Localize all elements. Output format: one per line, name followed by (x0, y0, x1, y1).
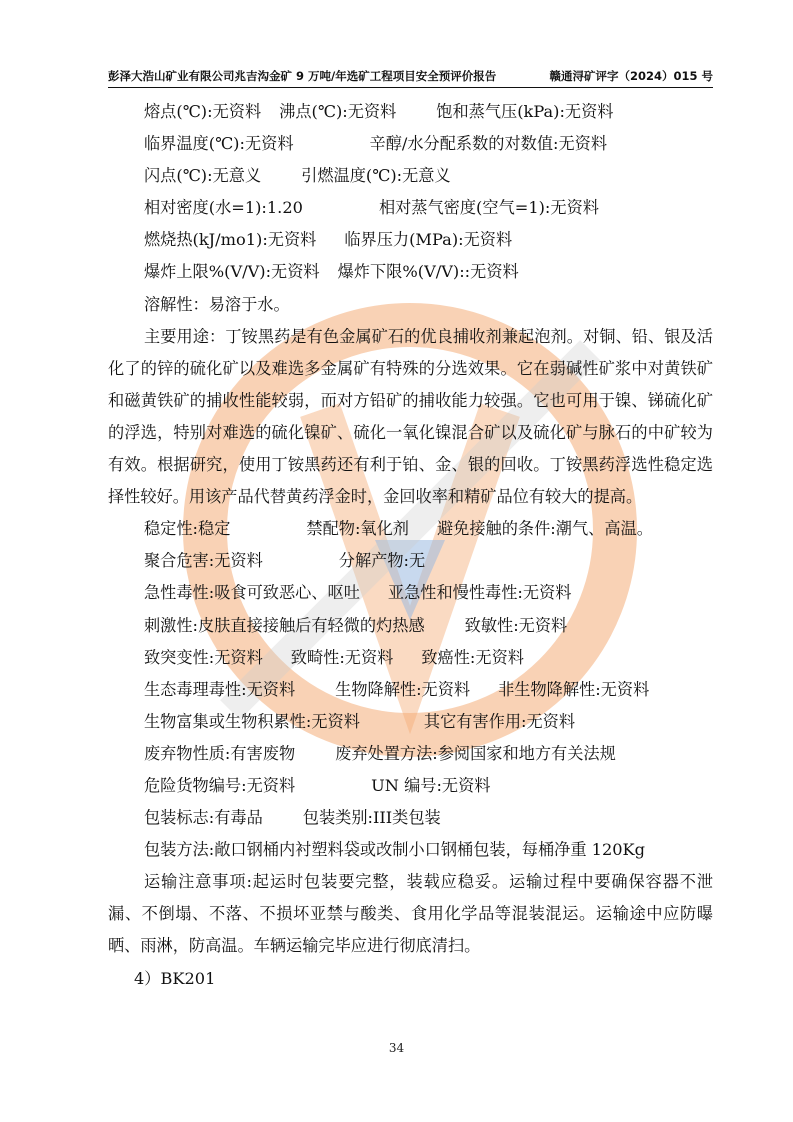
main-use-paragraph: 主要用途：丁铵黑药是有色金属矿石的优良捕收剂兼起泡剂。对铜、铅、银及活化了的锌的硫化矿以及难选多金属矿有特殊的分选效果。它在弱碱性矿浆中对黄铁矿和磁黄铁矿的捕收性能较弱，而对方铅矿的捕收能力较强。它也可用于镍、锑硫化矿的浮选，特别对难选的硫化镍矿、硫化一氧化镍混合矿以及硫化矿与脉石的中矿较为有效。根据研究，使用丁铵黑药还有利于铂、金、银的回收。丁铵黑药浮选性稳定选择性较好。用该产品代替黄药浮金时，金回收率和精矿品位有较大的提高。 (108, 326, 713, 507)
waste-nature: 废弃物性质:有害废物 (144, 743, 296, 763)
section-heading-bk201: 4）BK201 (134, 968, 216, 988)
solubility: 溶解性：易溶于水。 (144, 294, 290, 314)
critical-pressure: 临界压力(MPa):无资料 (344, 230, 513, 250)
bioaccumulation: 生物富集或生物积累性:无资料 (144, 711, 360, 731)
transport-row-2 (108, 802, 713, 834)
stability-row (108, 513, 713, 545)
prop-row-2 (108, 128, 713, 160)
conditions-to-avoid: 避免接触的条件:潮气、高温。 (437, 519, 653, 539)
acute-toxicity: 急性毒性:吸食可致恶心、呕吐 (144, 583, 360, 603)
eco-toxicity: 生态毒理毒性:无资料 (144, 679, 296, 699)
disposal-method: 废弃处置方法:参阅国家和地方有关法规 (335, 743, 616, 763)
explosion-upper-limit: 爆炸上限%(V/V):无资料 (144, 262, 320, 282)
relative-density: 相对密度(水=1):1.20 (144, 198, 303, 218)
heat-of-combustion: 燃烧热(kJ/mo1):无资料 (144, 230, 317, 250)
ecology-row-2 (108, 706, 713, 738)
flash-point: 闪点(℃):无意义 (144, 166, 262, 186)
boiling-point: 沸点(℃):无资料 (279, 102, 397, 121)
transport-precautions: 运输注意事项:起运时包装要完整，装载应稳妥。运输过程中要确保容器不泄漏、不倒塌、不落、不损坏亚禁与酸类、食用化学品等混装混运。运输途中应防曝晒、雨淋，防高温。车辆运输完毕应进行彻底清扫。 (108, 872, 713, 956)
packing-method: 包装方法:敞口钢桶内衬塑料袋或改制小口钢桶包装，每桶净重 120Kg (144, 840, 646, 860)
prop-row-5 (108, 224, 713, 256)
un-number: UN 编号:无资料 (371, 775, 491, 795)
disposal-row (108, 738, 713, 770)
header-report-number: 赣通浔矿评字（2024）015 号 (549, 69, 713, 83)
other-harmful-effects: 其它有害作用:无资料 (423, 711, 576, 731)
non-biodegradability: 非生物降解性:无资料 (498, 679, 650, 699)
carcinogenicity: 致癌性:无资料 (421, 647, 524, 667)
document-body (108, 96, 713, 995)
explosion-lower-limit: 爆炸下限%(V/V)::无资料 (337, 262, 519, 282)
prop-row-4 (108, 192, 713, 224)
toxicity-row-2 (108, 610, 713, 642)
transport-row-1 (108, 770, 713, 802)
packaging-label: 包装标志:有毒品 (144, 808, 263, 828)
page-header (108, 68, 713, 88)
mutagenicity: 致突变性:无资料 (144, 647, 263, 667)
stability: 稳定性:稳定 (144, 519, 231, 539)
hazard-row (108, 545, 713, 577)
ecology-row-1 (108, 674, 713, 706)
incompatible-materials: 禁配物:氧化剂 (306, 519, 409, 539)
prop-row-6 (108, 256, 713, 288)
melting-point: 熔点(℃):无资料 (144, 102, 262, 121)
vapor-pressure: 饱和蒸气压(kPa):无资料 (436, 102, 614, 121)
relative-vapor-density: 相对蒸气密度(空气=1):无资料 (378, 198, 599, 218)
prop-row-3 (108, 160, 713, 192)
critical-temperature: 临界温度(℃):无资料 (144, 134, 294, 154)
polymerization-hazard: 聚合危害:无资料 (144, 551, 263, 571)
dangerous-goods-number: 危险货物编号:无资料 (144, 775, 296, 795)
teratogenicity: 致畸性:无资料 (290, 647, 394, 667)
biodegradability: 生物降解性:无资料 (335, 679, 471, 699)
sensitization: 致敏性:无资料 (464, 615, 568, 635)
toxicity-row-3 (108, 642, 713, 674)
decomposition-products: 分解产物:无 (338, 551, 426, 571)
prop-row-1 (108, 96, 713, 128)
header-report-title: 彭泽大浩山矿业有限公司兆吉沟金矿 9 万吨/年选矿工程项目安全预评价报告 (108, 69, 497, 83)
ignition-temperature: 引燃温度(℃):无意义 (301, 166, 451, 186)
toxicity-row-1 (108, 577, 713, 609)
subacute-toxicity: 亚急性和慢性毒性:无资料 (387, 583, 572, 603)
packaging-category: 包装类别:III类包装 (302, 808, 441, 828)
log-kow: 辛醇/水分配系数的对数值:无资料 (369, 134, 608, 154)
page-number: 34 (388, 1041, 405, 1055)
irritation: 刺激性:皮肤直接接触后有轻微的灼热感 (144, 615, 425, 635)
